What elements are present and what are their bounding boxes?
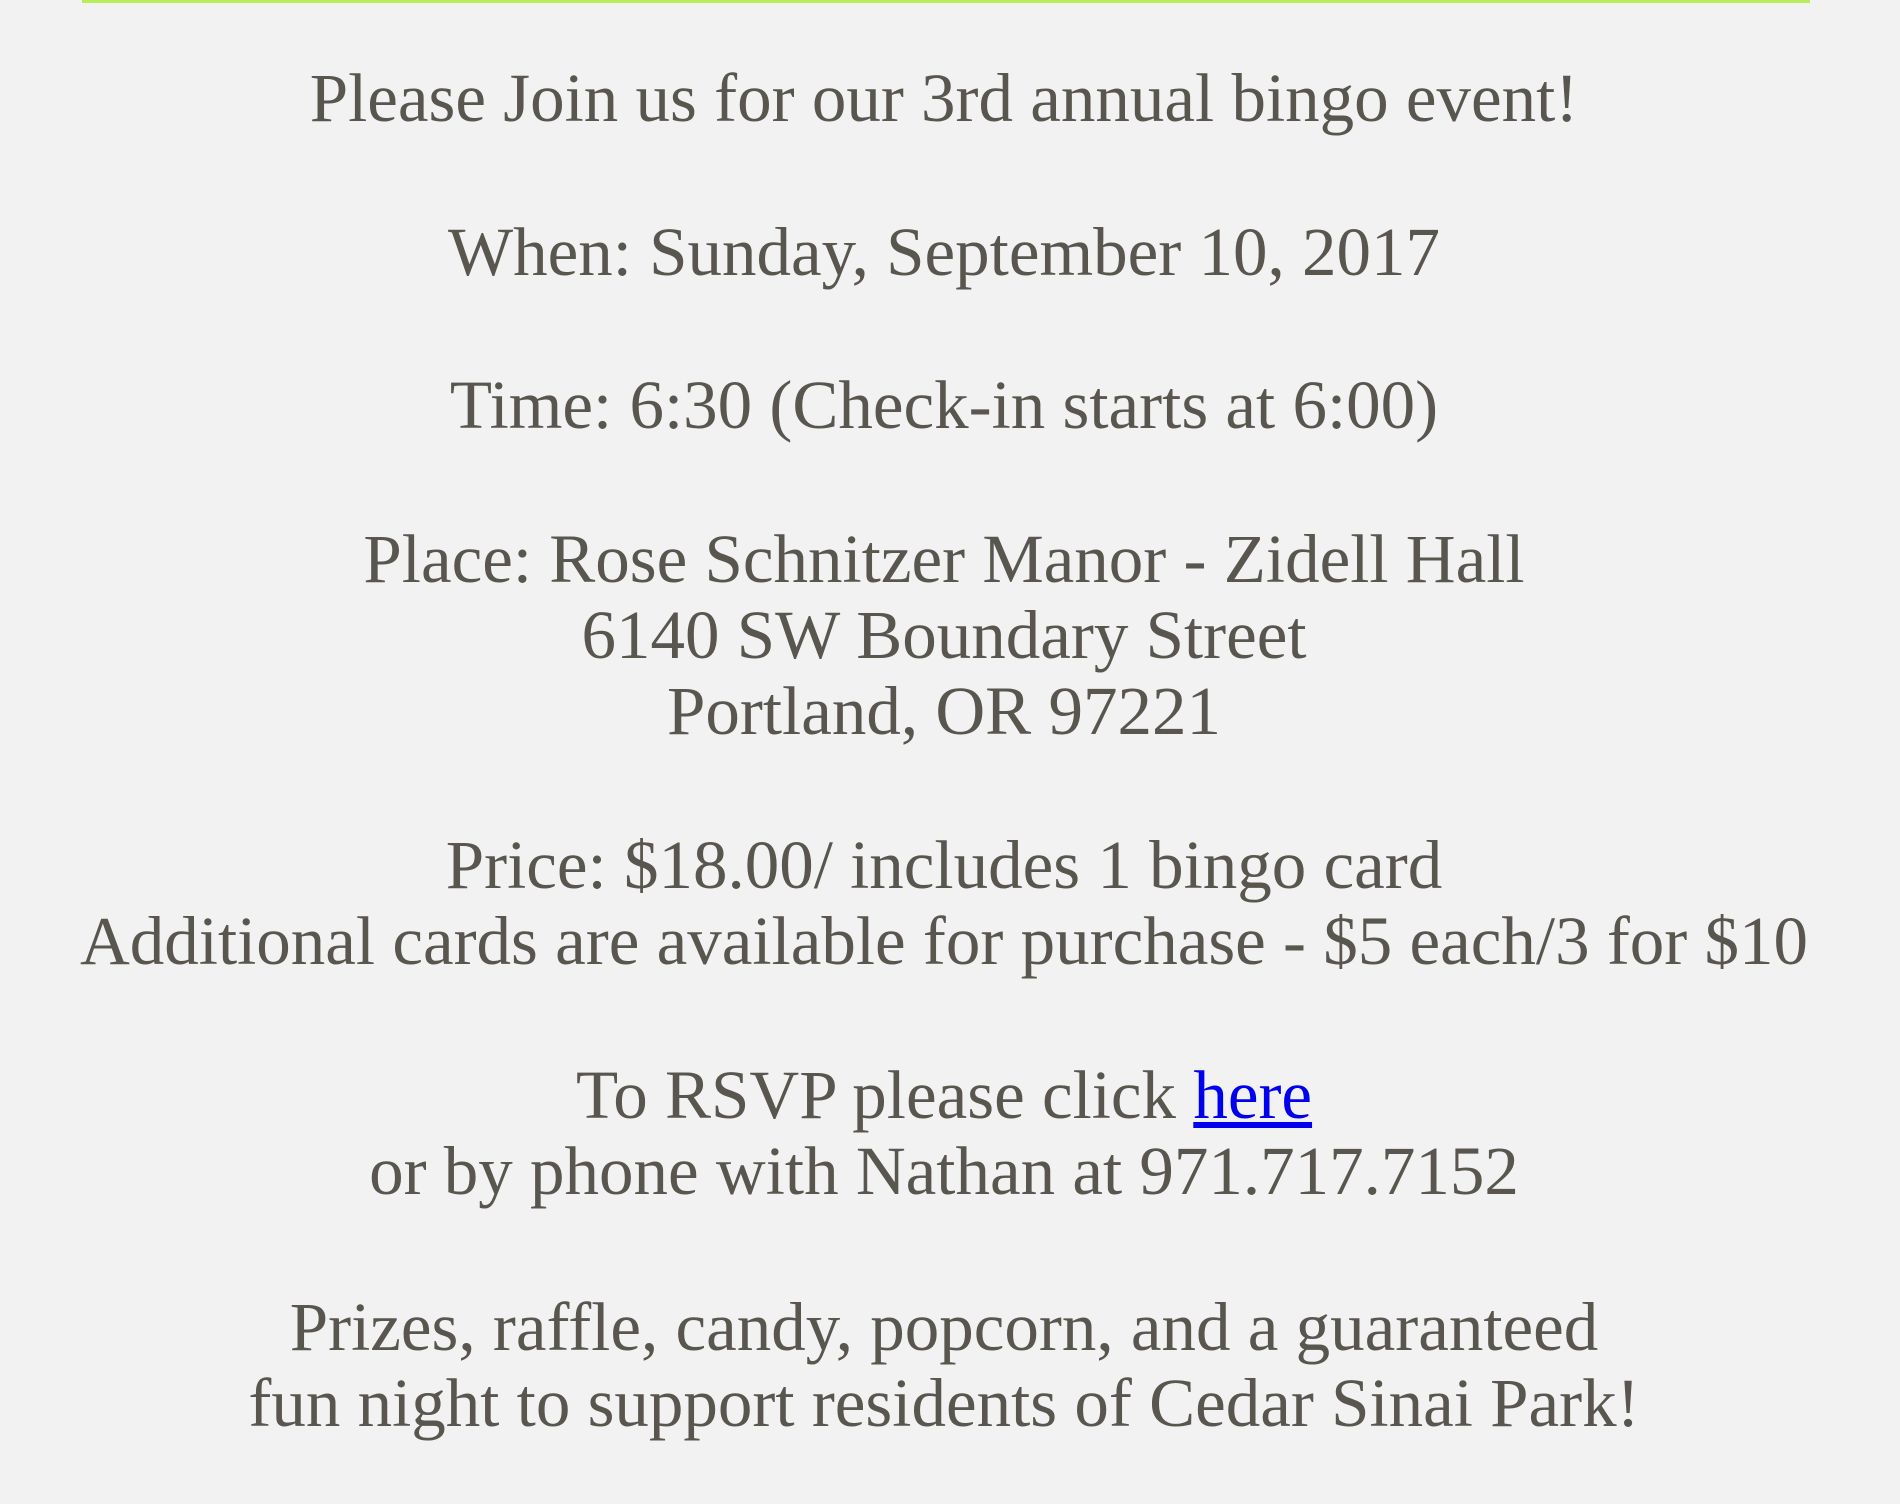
additional-cards-info: Additional cards are available for purchase - $5 each/3 for $10	[79, 903, 1809, 979]
event-date: When: Sunday, September 10, 2017	[447, 214, 1440, 290]
rsvp-line	[0, 1057, 1888, 1133]
event-place: Place: Rose Schnitzer Manor - Zidell Hall	[363, 521, 1525, 597]
rsvp-phone: or by phone with Nathan at 971.717.7152	[369, 1133, 1519, 1209]
intro-text: Please Join us for our 3rd annual bingo event!	[309, 60, 1579, 136]
closing-line-1: Prizes, raffle, candy, popcorn, and a guaranteed	[289, 1289, 1599, 1365]
event-time: Time: 6:30 (Check-in starts at 6:00)	[449, 367, 1439, 443]
rsvp-link[interactable]: here	[1193, 1057, 1313, 1133]
rsvp-prefix: To RSVP please click	[575, 1057, 1194, 1133]
event-address-city: Portland, OR 97221	[667, 673, 1221, 749]
event-address-street: 6140 SW Boundary Street	[581, 597, 1307, 673]
top-divider	[82, 0, 1810, 3]
price-info: Price: $18.00/ includes 1 bingo card	[445, 827, 1443, 903]
closing-line-2: fun night to support residents of Cedar Sinai Park!	[248, 1365, 1640, 1441]
